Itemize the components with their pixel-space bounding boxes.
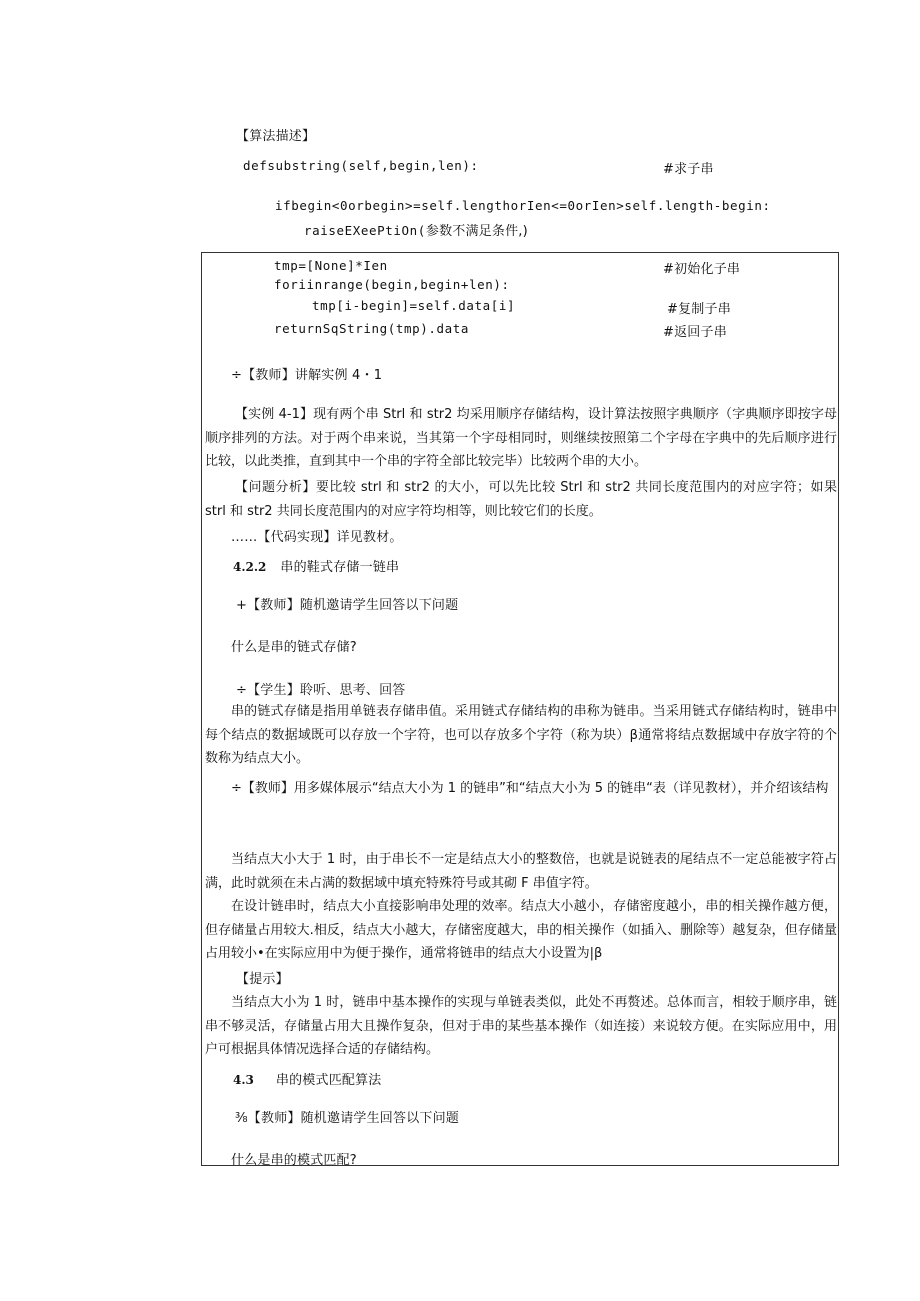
node-size-paragraph-2: 在设计链串时，结点大小直接影响串处理的效率。结点大小越小，存储密度越小，串的相关操作越方便，但存储量占用较大.相反，结点大小越大，存储密度越大，串的相关操作（如插入、删除等）越复杂，但存储量占用较小•在实际应用中为便于操作，通常将链串的结点大小设置为|β — [205, 899, 837, 961]
section-4-3 — [233, 1069, 382, 1088]
section-number: 4.3 — [233, 1073, 254, 1087]
teacher-note-1: ÷【教师】讲解实例 4・1 — [231, 368, 383, 383]
section-4-2-2 — [233, 556, 399, 575]
code-line-return: returnSqString(tmp).data — [274, 321, 470, 336]
teacher-note-4: ⅜【教师】随机邀请学生回答以下问题 — [235, 1111, 460, 1126]
student-note: ÷【学生】聆听、思考、回答 — [236, 683, 406, 698]
node-size-paragraph-1: 当结点大小大于 1 时，由于串长不一定是结点大小的整数倍，也就是说链表的尾结点不一定总能被字符占满，此时就须在未占满的数据域中填充特殊符号或其砌 F 串值字符。 — [205, 852, 837, 891]
code-line-for: foriinrange(begin,begin+len): — [274, 277, 510, 292]
tip-label: 【提示】 — [236, 972, 289, 987]
code-comment-def: #求子串 — [663, 162, 714, 177]
code-comment-return: #返回子串 — [663, 325, 727, 340]
teacher-note-3: ÷【教师】用多媒体展示“结点大小为 1 的链串”和“结点大小为 5 的链串“表（详见教材），并介绍该结构 — [231, 781, 829, 796]
question-1: 什么是串的链式存储? — [231, 640, 357, 655]
code-line-copy: tmp[i-begin]=self.data[i] — [312, 298, 516, 313]
code-line-def: defsubstring(self,begin,len): — [243, 158, 479, 173]
linked-storage-paragraph: 串的链式存储是指用单链表存储串值。采用链式存储结构的串称为链串。当采用链式存储结构时，链串中每个结点的数据域既可以存放一个字符，也可以存放多个字符（称为块）β通常将结点数据域中存放字符的个数称为结点大小。 — [205, 704, 837, 766]
code-raise-text: raiseEXeePtiOn( — [304, 223, 426, 238]
code-raise-msg: 参数不满足条件,) — [425, 224, 528, 239]
example-paragraph: 【实例 4-1】现有两个串 Strl 和 str2 均采用顺序存储结构，设计算法按照字典顺序（字典顺序即按字母顺序排列的方法。对于两个串来说，当其第一个字母相同时，则继续按照第二个字母在字典中的先后顺序进行比较，以此类推，直到其中一个串的字符全部比较完毕）比较两个串的大小。 — [205, 407, 837, 469]
code-line-if: ifbegin<0orbegin>=self.lengthorIen<=0orIen>self.length-begin: — [275, 198, 771, 213]
code-comment-copy: #复制子串 — [667, 302, 731, 317]
code-comment-tmp: #初始化子串 — [663, 262, 741, 277]
algorithm-heading: 【算法描述】 — [236, 129, 316, 144]
section-title: 串的模式匹配算法 — [275, 1073, 382, 1088]
question-2: 什么是串的模式匹配? — [231, 1153, 357, 1168]
teacher-note-2: +【教师】随机邀请学生回答以下问题 — [236, 598, 459, 613]
code-line-raise — [304, 220, 528, 239]
code-impl-note: ……【代码实现】详见教材。 — [231, 530, 403, 545]
section-number: 4.2.2 — [233, 560, 267, 574]
code-line-tmp: tmp=[None]*Ien — [274, 258, 388, 273]
section-title: 串的鞋式存储一链串 — [280, 560, 400, 575]
analysis-paragraph: 【问题分析】要比较 strl 和 str2 的大小，可以先比较 Strl 和 str2 共同长度范围内的对应字符；如果 strl 和 str2 共同长度范围内的对应字符均相等，则比较它们的长度。 — [205, 480, 837, 519]
tip-paragraph: 当结点大小为 1 时，链串中基本操作的实现与单链表类似，此处不再赘述。总体而言，相较于顺序串，链串不够灵活，存储量占用大且操作复杂，但对于串的某些基本操作（如连接）来说较方便。在实际应用中，用户可根据具体情况选择合适的存储结构。 — [205, 995, 837, 1057]
